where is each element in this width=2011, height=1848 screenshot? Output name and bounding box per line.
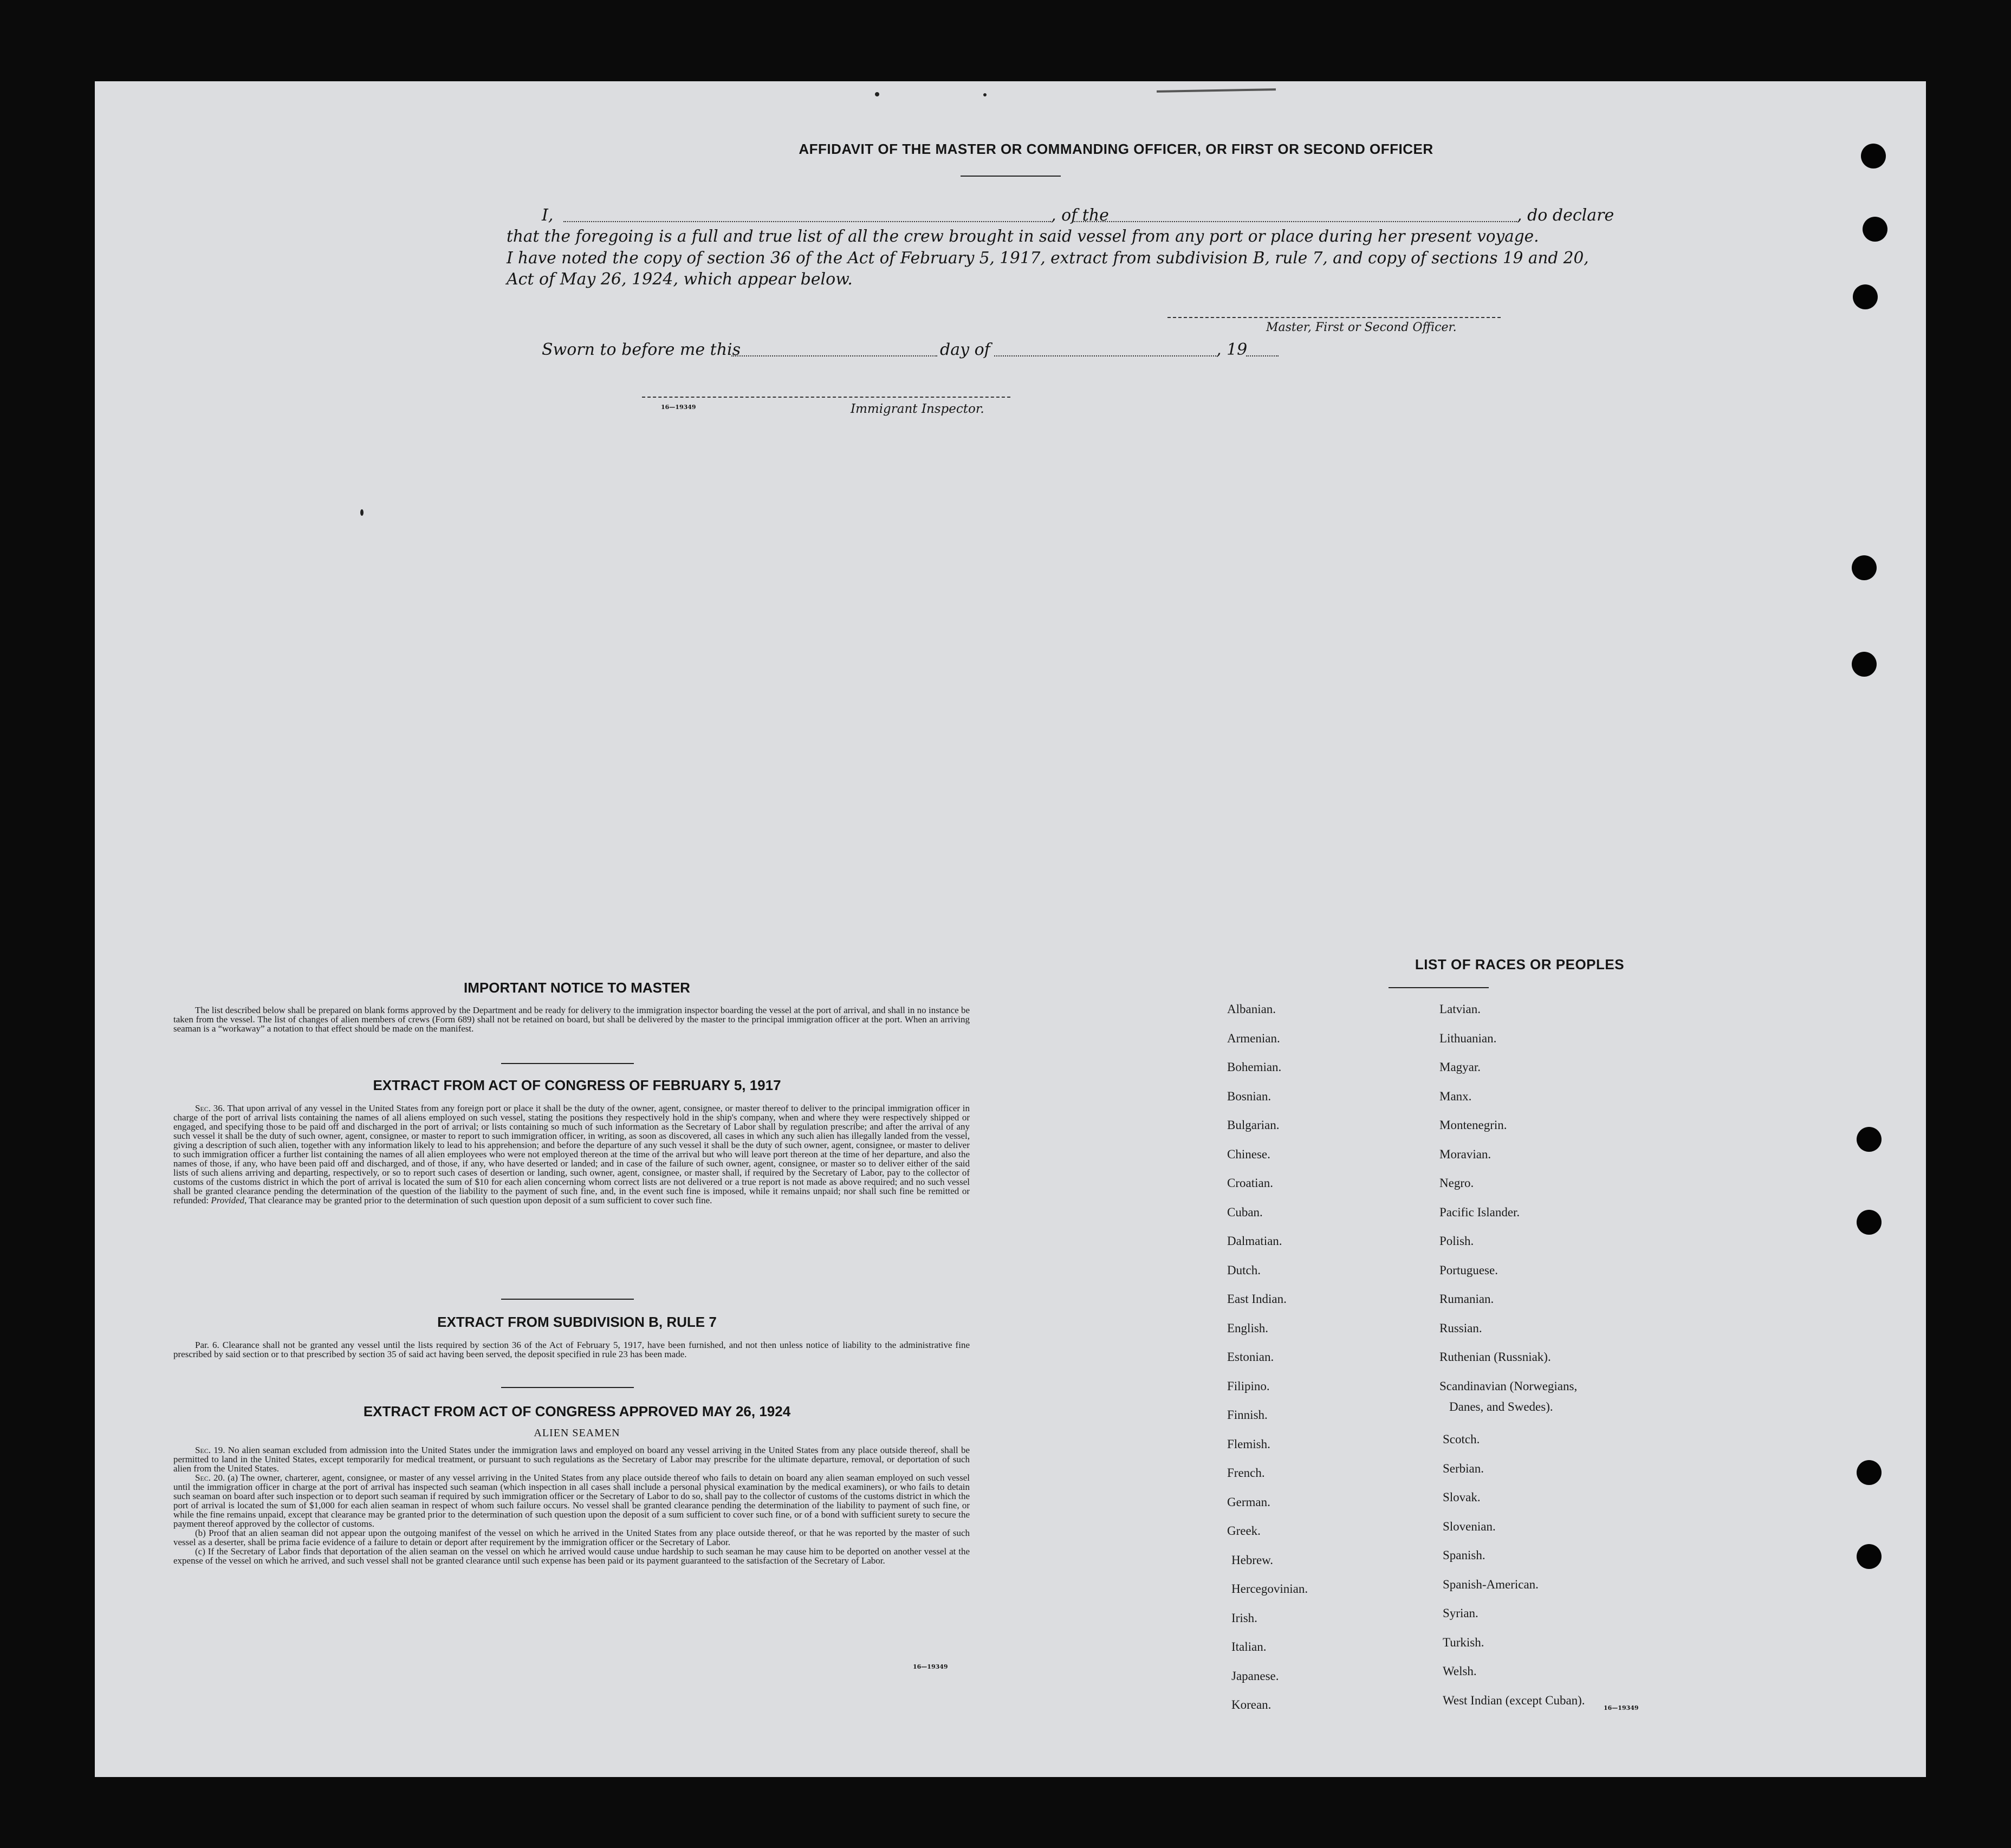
race-item: French. bbox=[1227, 1466, 1265, 1480]
extract-1924-text bbox=[173, 1445, 970, 1565]
race-item: Slovenian. bbox=[1443, 1519, 1496, 1533]
race-item: Spanish-American. bbox=[1443, 1577, 1539, 1591]
name-blank bbox=[563, 221, 1051, 222]
punch-hole bbox=[1861, 144, 1886, 168]
affidavit-title-rule bbox=[961, 176, 1061, 177]
race-item: Chinese. bbox=[1227, 1147, 1270, 1161]
extract-rule7-rule bbox=[501, 1387, 634, 1388]
races-title-rule bbox=[1389, 987, 1489, 988]
notice-title: IMPORTANT NOTICE TO MASTER bbox=[464, 980, 690, 996]
notice-paragraph: The list described below shall be prepared on blank forms approved by the Department and be ready for delivery to the immigration inspector boarding the vessel at the port of arrival, and shall in no instance be taken from the vessel. The list of changes of alien members of crews (Form 689) shall not be retained on board, but shall be delivered by the master to the principal immigration officer at the port. When an arriving seaman is a “workaway” a notation to that effect should be made on the manifest. bbox=[173, 1005, 970, 1034]
proviso-text: That clearance may be granted prior to the determination of such question upon deposit of a sum sufficient to cover such fine. bbox=[249, 1195, 712, 1205]
race-scandinavian-continued: Danes, and Swedes). bbox=[1449, 1400, 1553, 1413]
signature-label: Master, First or Second Officer. bbox=[1266, 321, 1457, 334]
race-item: Albanian. bbox=[1227, 1002, 1276, 1016]
punch-hole bbox=[1853, 284, 1878, 309]
tape-mark bbox=[1157, 88, 1276, 93]
sworn-prefix: Sworn to before me this bbox=[542, 340, 741, 359]
race-item: Hercegovinian. bbox=[1231, 1582, 1308, 1596]
race-item: Armenian. bbox=[1227, 1031, 1280, 1045]
rule7-paragraph: Par. 6. Clearance shall not be granted any vessel until the lists required by section 36 of the Act of February 5, 1917, have been furnished, and not then unless notice of liability to the administrative fine prescribed by said section or to that prescribed by section 35 of said act having been served, the deposit specified in rule 23 has been made. bbox=[173, 1340, 970, 1359]
affidavit-line3: I have noted the copy of section 36 of the Act of February 5, 1917, extract from subdivision B, rule 7, and copy of sections 19 and 20, bbox=[507, 249, 1589, 267]
race-item: German. bbox=[1227, 1495, 1270, 1509]
race-item: Pacific Islander. bbox=[1439, 1205, 1520, 1219]
punch-hole bbox=[1857, 1127, 1882, 1152]
race-item: Bohemian. bbox=[1227, 1060, 1282, 1074]
sec20a-text: (a) The owner, charterer, agent, consignee, or master of any vessel arriving in the United States from any place outside thereof who fails to detain on board any alien seaman employed on such vessel until the immigration officer in charge at the port of arrival has inspected such seaman (which inspection in all cases shall include a personal physical examination by the medical examiners), or who fails to detain such seaman on board after such inspection or to deport such seaman if required by such immigration officer or the Secretary of Labor to do so, shall pay to the collector of customs of the customs district in which the port of arrival is located the sum of $1,000 for each alien seaman in respect of whom such failure occurs. No vessel shall be granted clearance pending the determination of the liability to payment of such fine, or while the fine remains unpaid, except that clearance may be granted prior to the determination of such question upon the deposit of a sum sufficient to cover such fine, or of a bond with sufficient surety to secure the payment thereof approved by the collector of customs. bbox=[173, 1473, 970, 1529]
affidavit-line4: Act of May 26, 1924, which appear below. bbox=[507, 270, 853, 289]
race-item: Irish. bbox=[1231, 1611, 1257, 1625]
sec20b-text: (b) Proof that an alien seaman did not appear upon the outgoing manifest of the vessel on which he arrived in the United States from any place outside thereof, or that he was reported by the master of such vessel as a deserter, shall be prima facie evidence of a failure to detain or deport after requirement by the immigration officer or the Secretary of Labor. bbox=[173, 1528, 970, 1547]
race-item: Lithuanian. bbox=[1439, 1031, 1497, 1045]
vessel-blank bbox=[1073, 221, 1517, 222]
race-item: Moravian. bbox=[1439, 1147, 1491, 1161]
punch-hole bbox=[1852, 555, 1877, 580]
signature-line bbox=[1167, 317, 1501, 318]
month-blank bbox=[994, 355, 1216, 356]
race-item: Greek. bbox=[1227, 1524, 1261, 1538]
sworn-day-of: day of bbox=[940, 340, 990, 359]
speck bbox=[875, 92, 879, 96]
punch-hole bbox=[1857, 1544, 1882, 1569]
affidavit-title: AFFIDAVIT OF THE MASTER OR COMMANDING OFFICER, OR FIRST OR SECOND OFFICER bbox=[799, 141, 1433, 157]
sec20-label: Sec. 20. bbox=[195, 1473, 225, 1483]
year-blank bbox=[1246, 355, 1279, 356]
race-item: Polish. bbox=[1439, 1234, 1474, 1248]
punch-hole bbox=[1863, 217, 1887, 242]
race-item: Serbian. bbox=[1443, 1461, 1484, 1475]
race-item: Italian. bbox=[1231, 1640, 1267, 1654]
race-item: Croatian. bbox=[1227, 1176, 1273, 1190]
race-item: Scotch. bbox=[1443, 1432, 1480, 1447]
affidavit-line2: that the foregoing is a full and true list of all the crew brought in said vessel from any port or place during her present voyage. bbox=[507, 227, 1539, 245]
race-item: Russian. bbox=[1439, 1321, 1482, 1335]
affidavit-i: I, bbox=[542, 206, 554, 225]
affidavit-declare: , do declare bbox=[1517, 206, 1614, 225]
race-item: Slovak. bbox=[1443, 1490, 1481, 1505]
race-item: Cuban. bbox=[1227, 1205, 1263, 1219]
race-item: West Indian (except Cuban). bbox=[1443, 1693, 1585, 1707]
speck bbox=[360, 509, 364, 516]
race-item: Japanese. bbox=[1231, 1669, 1279, 1683]
extract-rule7-title: EXTRACT FROM SUBDIVISION B, RULE 7 bbox=[437, 1314, 717, 1330]
race-item: English. bbox=[1227, 1321, 1269, 1335]
races-form-number: 16—19349 bbox=[1604, 1704, 1639, 1711]
race-item: Syrian. bbox=[1443, 1606, 1478, 1620]
sec36-label: Sec. 36. bbox=[195, 1103, 225, 1113]
race-item: Negro. bbox=[1439, 1176, 1474, 1190]
sec36-text: That upon arrival of any vessel in the United States from any foreign port or place it shall be the duty of the owner, agent, consignee, or master thereof to deliver to the principal immigration officer in charge of the port of arrival lists containing the names of all aliens employed on such vessel, stating the positions they respectively hold in the ship's company, when and where they were respectively shipped or engaged, and specifying those to be paid off and discharged in the port of arrival; or lists containing so much of such information as the Secretary of Labor shall by regulation prescribe; and after the arrival of any such vessel it shall be the duty of such owner, agent, consignee, or master to report to such immigration officer, in writing, as soon as discovered, all cases in which any such alien has illegally landed from the vessel, giving a description of such alien, together with any information likely to lead to his apprehension; and before the departure of any such vessel it shall be the duty of such owner, agent, consignee, or master to deliver to such immigration officer a further list containing the names of all alien employees who were not employed thereon at the time of the arrival but who will leave port thereon at the time of her departure, and also the names of those, if any, who have been paid off and discharged, and of those, if any, who have deserted or landed; and in case of the failure of such owner, agent, consignee, or master so to deliver either of the said lists of such aliens arriving and departing, respectively, or so to report such cases of desertion or landing, such owner, agent, consignee, or master shall, if required by the Secretary of Labor, pay to the collector of customs of the customs district in which the port of arrival is located the sum of $10 for each alien concerning whom correct lists are not delivered or a true report is not made as above required; and no such vessel shall be granted clearance pending the determination of the question of the liability to the payment of such fine, and, in the event such fine is imposed, while it remains unpaid; nor shall such fine be remitted or refunded: bbox=[173, 1103, 970, 1205]
race-item: East Indian. bbox=[1227, 1292, 1287, 1306]
form-page bbox=[95, 81, 1926, 1777]
race-item: Dutch. bbox=[1227, 1263, 1261, 1277]
affidavit-of-the: , of the bbox=[1051, 206, 1109, 225]
races-title: LIST OF RACES OR PEOPLES bbox=[1415, 956, 1625, 972]
alien-seamen-subtitle: ALIEN SEAMEN bbox=[534, 1427, 620, 1439]
race-item: Bulgarian. bbox=[1227, 1118, 1280, 1132]
race-item: Scandinavian (Norwegians, bbox=[1439, 1379, 1578, 1393]
race-item: Latvian. bbox=[1439, 1002, 1481, 1016]
race-item: Korean. bbox=[1231, 1698, 1272, 1711]
race-item: Magyar. bbox=[1439, 1060, 1481, 1074]
inspector-label: Immigrant Inspector. bbox=[851, 402, 984, 416]
race-item: Hebrew. bbox=[1231, 1553, 1274, 1567]
race-item: Dalmatian. bbox=[1227, 1234, 1282, 1248]
extract-form-number: 16—19349 bbox=[913, 1663, 948, 1670]
race-item: Rumanian. bbox=[1439, 1292, 1494, 1306]
sec19-label: Sec. 19. bbox=[195, 1445, 225, 1455]
proviso-label: Provided, bbox=[211, 1195, 247, 1205]
race-item: Montenegrin. bbox=[1439, 1118, 1507, 1132]
race-item: Portuguese. bbox=[1439, 1263, 1498, 1277]
punch-hole bbox=[1852, 652, 1877, 677]
extract-1924-title: EXTRACT FROM ACT OF CONGRESS APPROVED MAY 26, 1924 bbox=[363, 1403, 791, 1419]
race-item: Manx. bbox=[1439, 1089, 1472, 1103]
punch-hole bbox=[1857, 1210, 1882, 1235]
punch-hole bbox=[1857, 1460, 1882, 1485]
sec19-text: No alien seaman excluded from admission into the United States under the immigration laws and employed on board any vessel arriving in the United States from any place outside thereof, shall be permitted to land in the United States, except temporarily for medical treatment, or pursuant to such regulations as the Secretary of Labor may prescribe for the ultimate departure, removal, or deportation of such alien from the United States. bbox=[173, 1445, 970, 1474]
affidavit-form-number: 16—19349 bbox=[661, 404, 696, 411]
race-item: Ruthenian (Russniak). bbox=[1439, 1350, 1551, 1364]
speck bbox=[983, 93, 987, 96]
race-item: Bosnian. bbox=[1227, 1089, 1272, 1103]
race-item: Spanish. bbox=[1443, 1548, 1485, 1562]
extract-1917-title: EXTRACT FROM ACT OF CONGRESS OF FEBRUARY 5, 1917 bbox=[373, 1077, 781, 1093]
extract-1917-text bbox=[173, 1104, 970, 1205]
race-item: Welsh. bbox=[1443, 1664, 1477, 1678]
notice-text bbox=[173, 1006, 970, 1033]
race-item: Estonian. bbox=[1227, 1350, 1274, 1364]
extract-rule7-text bbox=[173, 1340, 970, 1359]
sworn-year: , 19 bbox=[1216, 340, 1248, 359]
race-item: Flemish. bbox=[1227, 1437, 1270, 1451]
sec20c-text: (c) If the Secretary of Labor finds that deportation of the alien seaman on the vessel on which he arrived would cause undue hardship to such seaman he may cause him to be deported on another vessel at the expense of the vessel on which he arrived, and such vessel shall not be granted clearance until such expense has been paid or its payment guaranteed to the satisfaction of the Secretary of Labor. bbox=[173, 1546, 970, 1566]
race-item: Turkish. bbox=[1443, 1635, 1484, 1649]
day-blank bbox=[731, 355, 937, 356]
notice-rule bbox=[501, 1063, 634, 1064]
race-item: Finnish. bbox=[1227, 1408, 1268, 1422]
race-item: Filipino. bbox=[1227, 1379, 1270, 1393]
extract-1917-rule bbox=[501, 1299, 634, 1300]
inspector-line bbox=[642, 397, 1010, 398]
